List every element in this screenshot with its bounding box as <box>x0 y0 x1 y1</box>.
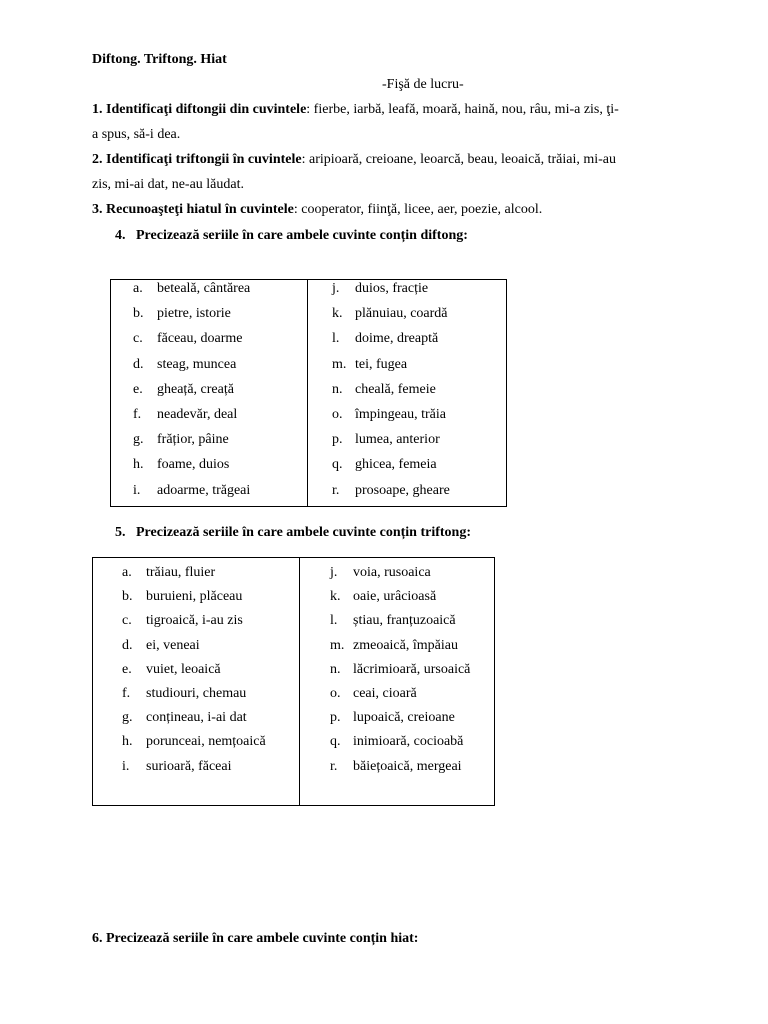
option-words: prosoape, gheare <box>355 482 450 498</box>
option-words: porunceai, nemțoaică <box>146 734 266 750</box>
option-marker: n. <box>332 381 343 397</box>
q5-right-list <box>300 558 494 805</box>
title-text: Diftong. Triftong. Hiat <box>92 52 227 67</box>
option-marker: n. <box>330 661 341 677</box>
q1-words-line2: a spus, să-i dea. <box>92 127 181 142</box>
option-words: băiețoaică, mergeai <box>353 758 462 774</box>
q1-prompt: Identificaţi diftongii din cuvintele <box>106 102 307 117</box>
q5-prompt: Precizează seriile în care ambele cuvinte conțin triftong: <box>136 525 471 540</box>
option-words: cheală, femeie <box>355 381 436 397</box>
option-words: studiouri, chemau <box>146 686 247 701</box>
question-1-continued <box>92 125 180 145</box>
q6-prompt: 6. Precizează seriile în care ambele cuvinte conțin hiat: <box>92 931 419 946</box>
option-words: făceau, doarme <box>157 331 243 347</box>
option-words: tigroaică, i-au zis <box>146 613 243 629</box>
option-marker: l. <box>330 613 338 629</box>
option-marker: l. <box>332 331 340 347</box>
option-words: conțineau, i-ai dat <box>146 710 247 726</box>
q3-prompt: Recunoaşteţi hiatul în cuvintele <box>106 202 294 217</box>
option-marker: e. <box>133 381 143 397</box>
q5-left-list <box>93 558 299 805</box>
q5-right-column <box>300 558 495 806</box>
option-marker: i. <box>122 758 130 774</box>
option-marker: h. <box>133 457 144 473</box>
option-words: lăcrimioară, ursoaică <box>353 661 471 677</box>
option-words: ceai, cioară <box>353 686 417 701</box>
worksheet-subtitle: -Fişă de lucru- <box>382 77 464 92</box>
q4-number: 4. <box>115 228 126 243</box>
question-4 <box>115 226 468 246</box>
q5-number: 5. <box>115 525 126 540</box>
option-words: oaie, urâcioasă <box>353 589 437 605</box>
option-words: foame, duios <box>157 457 230 473</box>
option-marker: c. <box>122 613 132 629</box>
option-marker: o. <box>330 686 341 701</box>
q4-left-column <box>111 280 308 507</box>
option-words: plănuiau, coardă <box>355 306 448 322</box>
option-marker: p. <box>332 432 343 448</box>
option-words: gheață, creață <box>157 381 234 397</box>
q2-number: 2. <box>92 152 103 167</box>
option-marker: h. <box>122 734 133 750</box>
option-words: buruieni, plăceau <box>146 589 243 605</box>
option-words: voia, rusoaica <box>353 565 431 580</box>
question-3 <box>92 200 542 220</box>
option-marker: r. <box>332 482 340 498</box>
option-words: doime, dreaptă <box>355 331 439 347</box>
q4-right-list <box>308 280 506 506</box>
option-words: lupoaică, creioane <box>353 710 455 726</box>
option-marker: g. <box>122 710 133 726</box>
option-words: beteală, cântărea <box>157 281 251 296</box>
q2-words-line2: zis, mi-ai dat, ne-au lăudat. <box>92 177 244 192</box>
option-marker: k. <box>332 306 343 322</box>
option-words: ghicea, femeia <box>355 457 437 473</box>
option-marker: b. <box>122 589 133 605</box>
option-words: frățior, pâine <box>157 432 229 448</box>
worksheet-title <box>92 50 227 70</box>
q1-words-line1: : fierbe, iarbă, leafă, moară, haină, nou, râu, mi-a zis, ţi- <box>306 102 619 117</box>
option-marker: i. <box>133 482 141 498</box>
option-marker: p. <box>330 710 341 726</box>
option-marker: d. <box>122 637 133 653</box>
question-6 <box>92 929 418 949</box>
option-marker: e. <box>122 661 132 677</box>
option-words: știau, franțuzoaică <box>353 613 456 629</box>
q2-prompt: Identificaţi triftongii în cuvintele <box>106 152 302 167</box>
question-2-continued <box>92 175 244 195</box>
q5-left-column <box>93 558 300 806</box>
option-words: lumea, anterior <box>355 432 440 448</box>
question-1 <box>92 100 619 120</box>
question-5 <box>115 523 471 543</box>
q2-words-line1: : aripioară, creioane, leoarcă, beau, leoaică, trăiai, mi-au <box>301 152 617 167</box>
q3-number: 3. <box>92 202 103 217</box>
q4-left-list <box>111 280 307 506</box>
option-marker: m. <box>330 637 345 653</box>
option-marker: q. <box>330 734 341 750</box>
option-words: vuiet, leoaică <box>146 661 221 677</box>
option-words: trăiau, fluier <box>146 565 216 580</box>
option-words: duios, fracție <box>355 281 429 296</box>
q4-right-column <box>308 280 507 507</box>
option-marker: m. <box>332 356 347 372</box>
option-words: neadevăr, deal <box>157 407 238 422</box>
option-words: pietre, istorie <box>157 306 231 322</box>
option-marker: d. <box>133 356 144 372</box>
option-words: surioară, făceai <box>146 758 232 774</box>
option-words: tei, fugea <box>355 356 408 372</box>
option-words: împingeau, trăia <box>355 407 446 422</box>
option-marker: f. <box>122 686 131 701</box>
q3-words: : cooperator, fiinţă, licee, aer, poezie, alcool. <box>293 202 543 217</box>
option-marker: c. <box>133 331 143 347</box>
q5-options-table <box>92 557 495 806</box>
option-marker: q. <box>332 457 343 473</box>
q4-options-table <box>110 279 507 507</box>
option-marker: j. <box>332 281 340 296</box>
option-words: ei, veneai <box>146 637 200 653</box>
option-marker: b. <box>133 306 144 322</box>
option-marker: f. <box>133 407 142 422</box>
option-words: inimioară, cocioabă <box>353 734 464 750</box>
option-marker: g. <box>133 432 144 448</box>
option-marker: r. <box>330 758 338 774</box>
q4-prompt: Precizează seriile în care ambele cuvinte conțin diftong: <box>136 228 468 243</box>
option-marker: a. <box>122 565 132 580</box>
option-marker: j. <box>330 565 338 580</box>
option-words: adoarme, trăgeai <box>157 482 251 498</box>
question-2 <box>92 150 616 170</box>
option-words: steag, muncea <box>157 356 237 372</box>
option-marker: o. <box>332 407 343 422</box>
q1-number: 1. <box>92 102 103 117</box>
option-marker: k. <box>330 589 341 605</box>
option-words: zmeoaică, împăiau <box>353 637 458 653</box>
option-marker: a. <box>133 281 143 296</box>
